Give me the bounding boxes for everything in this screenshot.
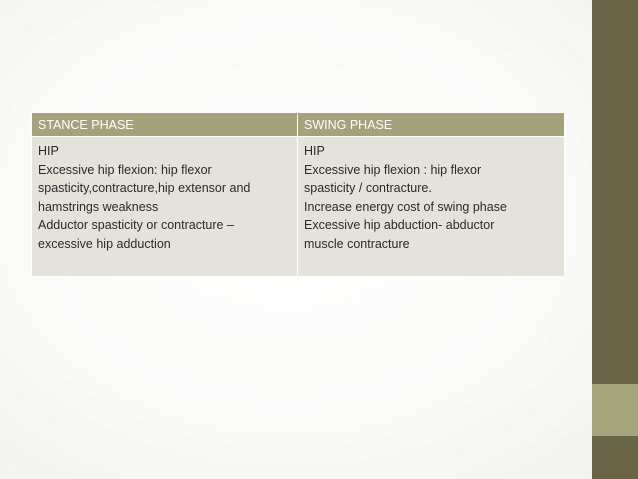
swing-line: muscle contracture: [304, 236, 410, 251]
decorative-sidebar-block: [592, 384, 638, 436]
phase-table-container: [31, 112, 564, 277]
swing-phase-cell: [298, 137, 565, 277]
swing-line: Excessive hip abduction- abductor: [304, 218, 495, 232]
phase-table: [31, 112, 565, 277]
header-stance-phase: STANCE PHASE: [32, 113, 298, 137]
stance-line: excessive hip adduction: [38, 236, 171, 251]
table-row: [32, 137, 565, 277]
table-header-row: [32, 113, 565, 137]
stance-line: spasticity,contracture,hip extensor and: [38, 181, 251, 195]
stance-line: hamstrings weakness: [38, 199, 159, 214]
stance-line: Excessive hip flexion: hip flexor: [38, 162, 212, 177]
swing-line: HIP: [304, 144, 325, 158]
stance-line: HIP: [38, 144, 59, 158]
stance-line: Adductor spasticity or contracture –: [38, 218, 234, 232]
swing-line: Excessive hip flexion : hip flexor: [304, 162, 482, 177]
swing-line: Increase energy cost of swing phase: [304, 199, 507, 214]
swing-line: spasticity / contracture.: [304, 181, 432, 195]
header-swing-phase: SWING PHASE: [298, 113, 565, 137]
stance-phase-cell: [32, 137, 298, 277]
